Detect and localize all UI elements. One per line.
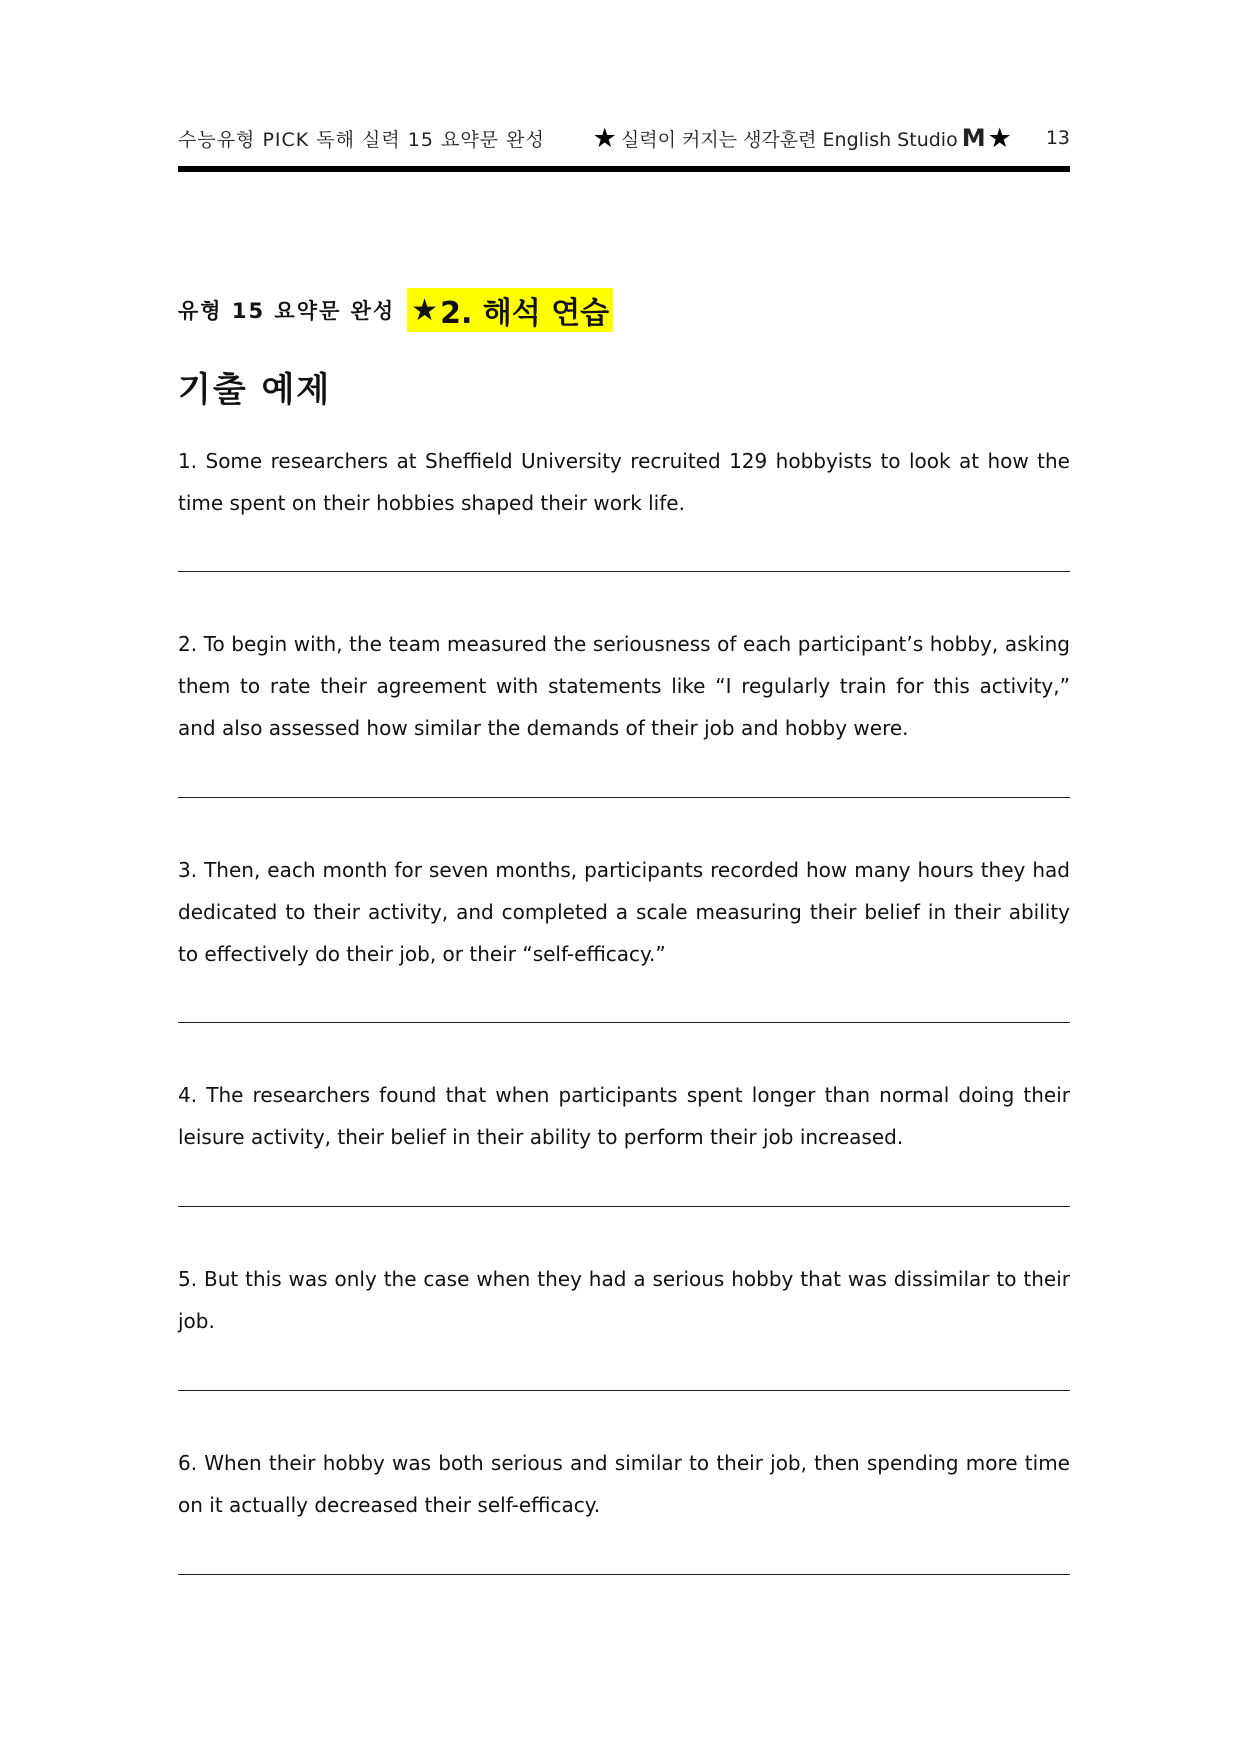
header-brand-text: 실력이 커지는 생각훈련 English Studio	[620, 128, 958, 151]
exercise-sentence: 3. Then, each month for seven months, participants recorded how many hours they had dedicated to their activity, and completed a scale measuring their belief in their ability to effectively do their job, or their “self-efficacy.”	[178, 858, 1070, 966]
page-number: 13	[1045, 127, 1070, 149]
exercise-sentence: 4. The researchers found that when participants spent longer than normal doing their leisure activity, their belief in their ability to perform their job increased.	[178, 1083, 1070, 1149]
answer-line	[178, 1206, 1070, 1207]
answer-line	[178, 1022, 1070, 1023]
header-brand	[593, 124, 1070, 152]
answer-line	[178, 797, 1070, 798]
running-header	[178, 118, 1070, 158]
header-divider	[178, 166, 1070, 172]
star-icon: ★	[592, 122, 617, 154]
section-heading	[178, 290, 613, 330]
section-title-highlight	[407, 288, 613, 332]
subheading: 기출 예제	[178, 370, 332, 410]
answer-line	[178, 571, 1070, 572]
star-icon: ★	[987, 122, 1012, 154]
exercise-sentence: 5. But this was only the case when they had a serious hobby that was dissimilar to their job.	[178, 1267, 1070, 1333]
header-book-title: 수능유형 PICK 독해 실력 15 요약문 완성	[178, 128, 545, 151]
star-icon: ★	[411, 292, 439, 328]
section-prefix: 유형 15 요약문 완성	[178, 299, 396, 323]
exercise-sentence: 1. Some researchers at Sheffield University recruited 129 hobbyists to look at how the time spent on their hobbies shaped their work life.	[178, 449, 1070, 515]
exercise-sentence: 6. When their hobby was both serious and similar to their job, then spending more time on it actually decreased their self-efficacy.	[178, 1451, 1070, 1517]
exercise-sentence: 2. To begin with, the team measured the seriousness of each participant’s hobby, asking them to rate their agreement with statements like “I regularly train for this activity,” and also assessed how similar the demands of their job and hobby were.	[178, 632, 1070, 740]
section-title: 2. 해석 연습	[440, 296, 610, 331]
answer-line	[178, 1390, 1070, 1391]
answer-line	[178, 1574, 1070, 1575]
header-brand-m: M	[961, 124, 986, 152]
